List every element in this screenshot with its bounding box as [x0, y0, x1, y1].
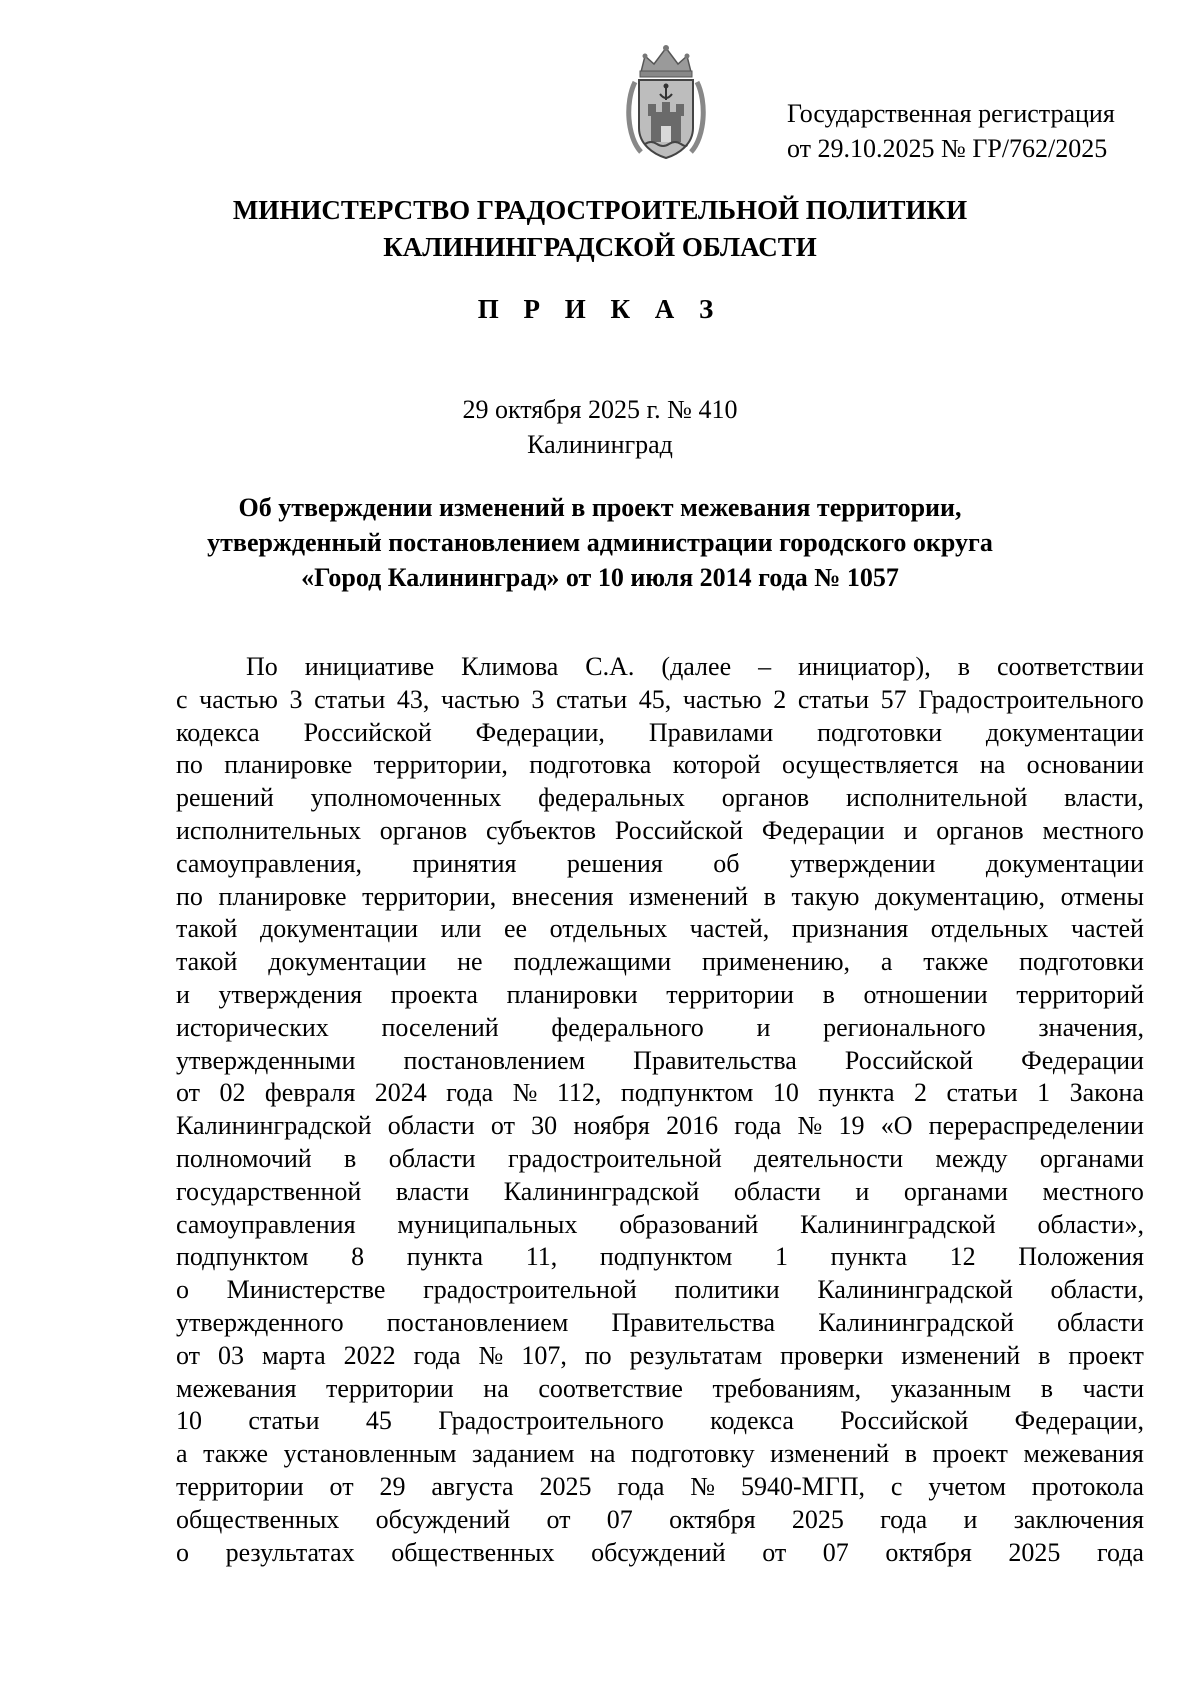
body-line: о Министерстве градостроительной политики Калининградской области,	[176, 1275, 1144, 1305]
body-line: полномочий в области градостроительной деятельности между органами	[176, 1143, 1144, 1173]
body-line: территории от 29 августа 2025 года № 5940-МГП, с учетом протокола	[176, 1471, 1144, 1501]
date-and-place	[0, 392, 1200, 462]
body-line: государственной власти Калининградской области и органами местного	[176, 1176, 1144, 1206]
coat-of-arms-emblem	[621, 42, 711, 162]
ministry-line-2: КАЛИНИНГРАДСКОЙ ОБЛАСТИ	[383, 232, 817, 262]
ministry-name	[0, 192, 1200, 266]
body-line: кодекса Российской Федерации, Правилами подготовки документации	[176, 717, 1144, 747]
body-line: самоуправления, принятия решения об утверждении документации	[176, 848, 1144, 878]
city-line: Калининград	[527, 430, 673, 459]
registration-line-2: от 29.10.2025 № ГР/762/2025	[787, 134, 1108, 163]
body-line: исполнительных органов субъектов Российской Федерации и органов местного	[176, 815, 1144, 845]
body-line: по планировке территории, внесения изменений в такую документацию, отмены	[176, 881, 1144, 911]
body-line: а также установленным заданием на подготовку изменений в проект межевания	[176, 1439, 1144, 1469]
body-line: и утверждения проекта планировки территории в отношении территорий	[176, 979, 1144, 1009]
body-line: о результатах общественных обсуждений от 07 октября 2025 года	[176, 1537, 1144, 1567]
body-line: общественных обсуждений от 07 октября 2025 года и заключения	[176, 1504, 1144, 1534]
body-line: от 03 марта 2022 года № 107, по результатам проверки изменений в проект	[176, 1340, 1144, 1370]
title-line-3: «Город Калининград» от 10 июля 2014 года № 1057	[301, 563, 899, 592]
body-line: такой документации или ее отдельных частей, признания отдельных частей	[176, 914, 1144, 944]
document-type-heading: П Р И К А З	[477, 294, 723, 324]
body-line: По инициативе Климова С.А. (далее – инициатор), в соответствии	[246, 652, 1144, 681]
body-paragraph	[176, 651, 1144, 1569]
body-line: подпунктом 8 пункта 11, подпунктом 1 пункта 12 Положения	[176, 1242, 1144, 1272]
registration-stamp	[787, 96, 1167, 166]
body-line: от 02 февраля 2024 года № 112, подпунктом 10 пункта 2 статьи 1 Закона	[176, 1078, 1144, 1108]
title-line-2: утвержденный постановлением администрации городского округа	[207, 528, 993, 557]
body-line: самоуправления муниципальных образований Калининградской области»,	[176, 1209, 1144, 1239]
body-line: Калининградской области от 30 ноября 2016 года № 19 «О перераспределении	[176, 1111, 1144, 1141]
body-line: утвержденного постановлением Правительства Калининградской области	[176, 1307, 1144, 1337]
body-line: по планировке территории, подготовка которой осуществляется на основании	[176, 750, 1144, 780]
date-number-line: 29 октября 2025 г. № 410	[462, 395, 738, 424]
body-line: 10 статьи 45 Градостроительного кодекса Российской Федерации,	[176, 1406, 1144, 1436]
body-line: исторических поселений федерального и регионального значения,	[176, 1012, 1144, 1042]
ministry-line-1: МИНИСТЕРСТВО ГРАДОСТРОИТЕЛЬНОЙ ПОЛИТИКИ	[232, 195, 968, 225]
body-line: утвержденными постановлением Правительства Российской Федерации	[176, 1045, 1144, 1075]
registration-line-1: Государственная регистрация	[787, 99, 1115, 128]
body-line: межевания территории на соответствие требованиям, указанным в части	[176, 1373, 1144, 1403]
body-line: такой документации не подлежащими применению, а также подготовки	[176, 947, 1144, 977]
body-line: с частью 3 статьи 43, частью 3 статьи 45, частью 2 статьи 57 Градостроительного	[176, 684, 1144, 714]
body-line: решений уполномоченных федеральных органов исполнительной власти,	[176, 783, 1144, 813]
order-title	[0, 490, 1200, 595]
title-line-1: Об утверждении изменений в проект межевания территории,	[238, 493, 962, 522]
